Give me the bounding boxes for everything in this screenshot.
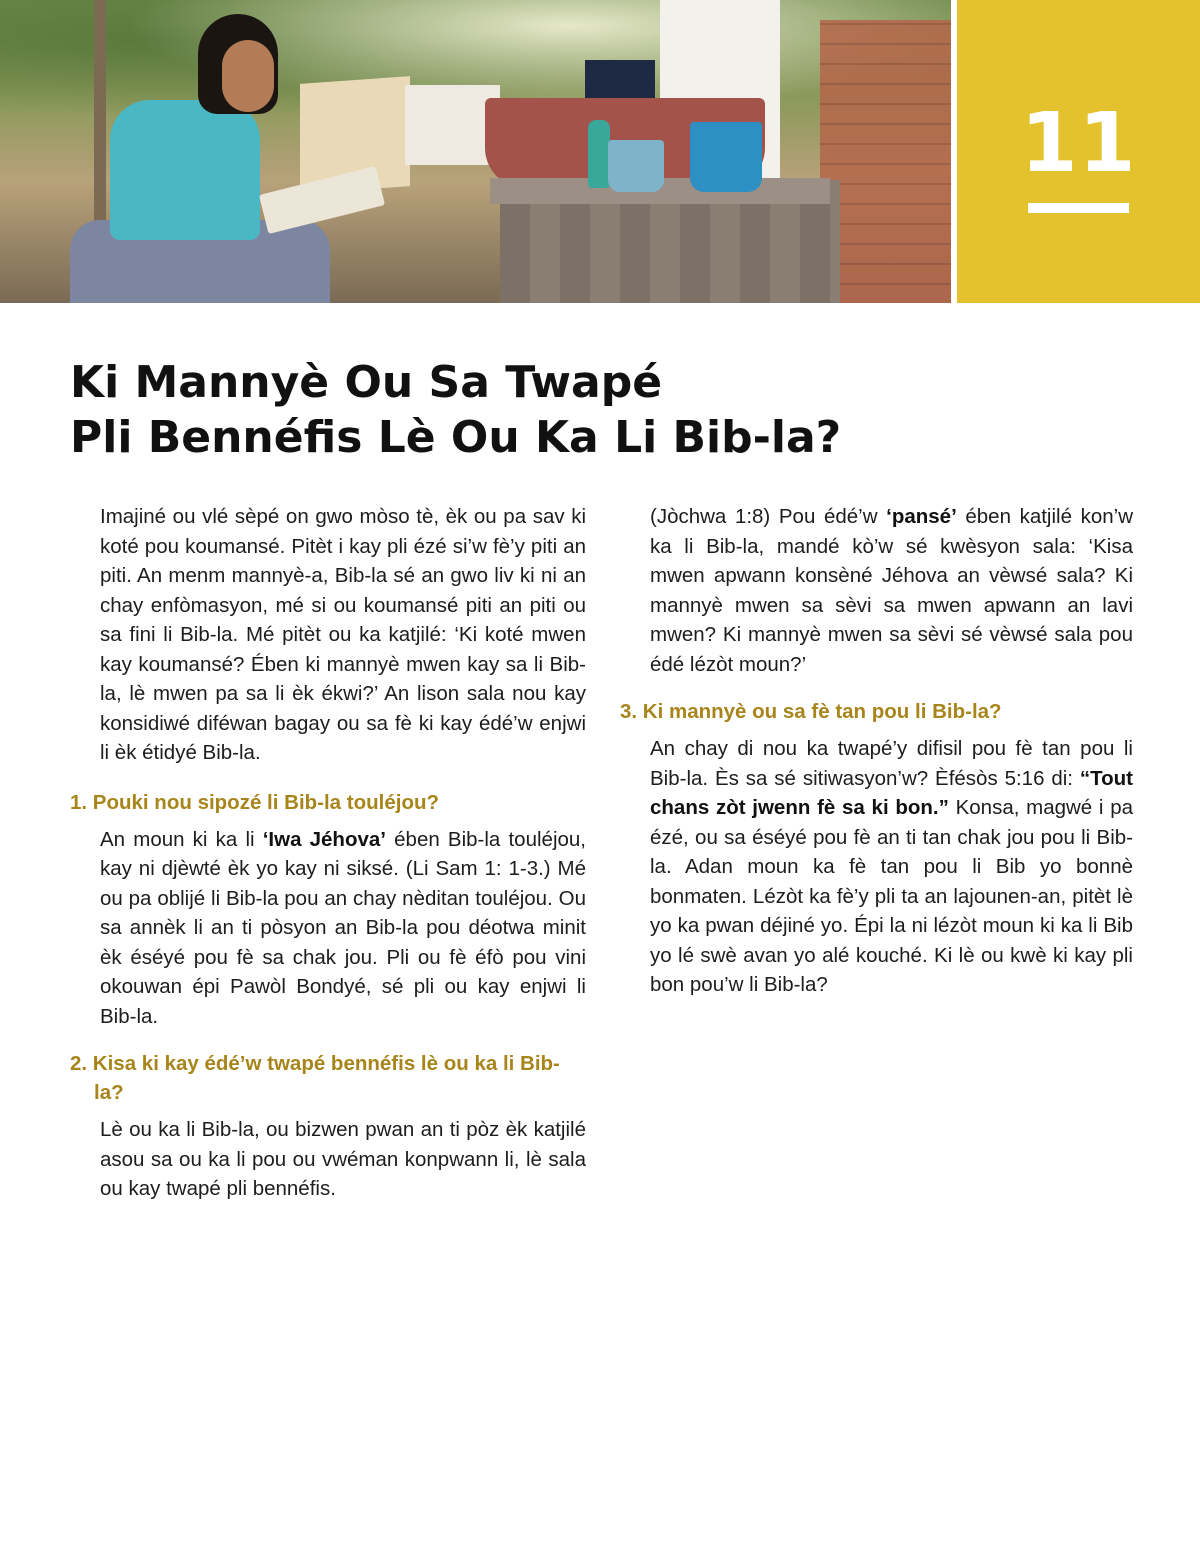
badge-underline [1028,203,1129,213]
bold-phrase: ‘pansé’ [886,505,957,528]
right-column [620,502,1133,1000]
title-line-1: Ki Mannyè Ou Sa Twapé [70,357,663,408]
photo-bottle [588,120,610,188]
answer-paragraph-1: An moun ki ka li ‘Iwa Jéhova’ ében Bib-la touléjou, kay ni djèwté èk yo kay ni siksé. (Li Sam 1: 1-3.) Mé ou pa oblijé li Bib-la pou an chay nèditan touléjou. Ou sa annèk li an ti pòsyon an Bib-la pou déotwa minit èk éséyé pou fè sa chak jou. Pli ou fè éfò pou vini okouwan épi Pawòl Bondyé, sé pli ou kay enjwi li Bib-la. [100,827,586,1028]
photo-woman-shirt [110,100,260,240]
photo-woman-face [222,40,274,112]
page-title [70,355,1130,465]
title-line-2: Pli Bennéfis Lè Ou Ka Li Bib-la? [70,412,842,463]
intro-paragraph: Imajiné ou vlé sèpé on gwo mòso tè, èk ou pa sav ki koté pou koumansé. Pitèt i kay pli ézé si’w fè’y piti an piti. An menm mannyè-a, Bib-la sé an gwo liv ki ni an chay enfòmasyon, mé si ou koumansé piti an piti ou sa fini li Bib-la. Mé pitèt ou ka katjilé: ‘Ki koté mwen kay koumansé? Ében ki mannyè mwen kay sa li Bib-la, lè mwen pa sa li èk ékwi?’ An lison sala nou kay konsidiwé diféwan bagay ou sa fè ki kay édé’w enjwi li èk étidyé Bib-la. [100,505,586,764]
question-heading-1: 1. Pouki nou sipozé li Bib-la touléjou? [70,790,440,814]
lesson-number: 11 [1020,96,1137,191]
question-heading-2: 2. Kisa ki kay édé’w twapé bennéfis lè ou ka li Bib-la? [70,1052,560,1104]
photo-bucket [608,140,664,192]
bold-quote: “Tout chans zòt jwenn fè sa ki bon.” [650,766,1133,819]
lesson-badge [957,0,1200,303]
bold-phrase: ‘Iwa Jéhova’ [262,827,386,851]
left-column [70,502,586,1204]
answer-paragraph-2: Lè ou ka li Bib-la, ou bizwen pwan an ti pòz èk katjilé asou sa ou ka li pou ou vwéman konpwann li, lè sala ou kay twapé pli bennéfis. [100,1118,586,1200]
hero-photo [0,0,951,303]
answer-paragraph-2-continued: (Jòchwa 1:8) Pou édé’w ‘pansé’ ében katjilé kon’w ka li Bib-la, mandé kò’w sé kwèsyon sala: ‘Kisa mwen apwann konsèné Jéhova an vèwsé sala? Ki mannyè mwen sa sèvi sa mwen apwann an lavi mwen? Ki mannyè mwen sa sèvi sé vèwsé sala pou édé lézòt moun?’ [650,505,1134,676]
question-heading-3: 3. Ki mannyè ou sa fè tan pou li Bib-la? [620,700,1002,723]
answer-paragraph-3: An chay di nou ka twapé’y difisil pou fè tan pou li Bib-la. Ès sa sé sitiwasyon’w? Èfésòs 5:16 di: “Tout chans zòt jwenn fè sa ki bon.” Konsa, magwé i pa ézé, ou sa éséyé pou fè an ti tan chak jou pou li Bib-la. Adan moun ka fè tan pou li Bib yo bonnè bonmaten. Lézòt ka fè’y pli ta an lajounen-an, pitèt lè yo ka pwan déjiné yo. Épi la ni lézòt moun ki ka li Bib yo lé swè avan yo alé kouché. Ki lè ou kwè ki kay pli bon pou’w li Bib-la? [650,737,1134,996]
photo-bucket [690,122,762,192]
